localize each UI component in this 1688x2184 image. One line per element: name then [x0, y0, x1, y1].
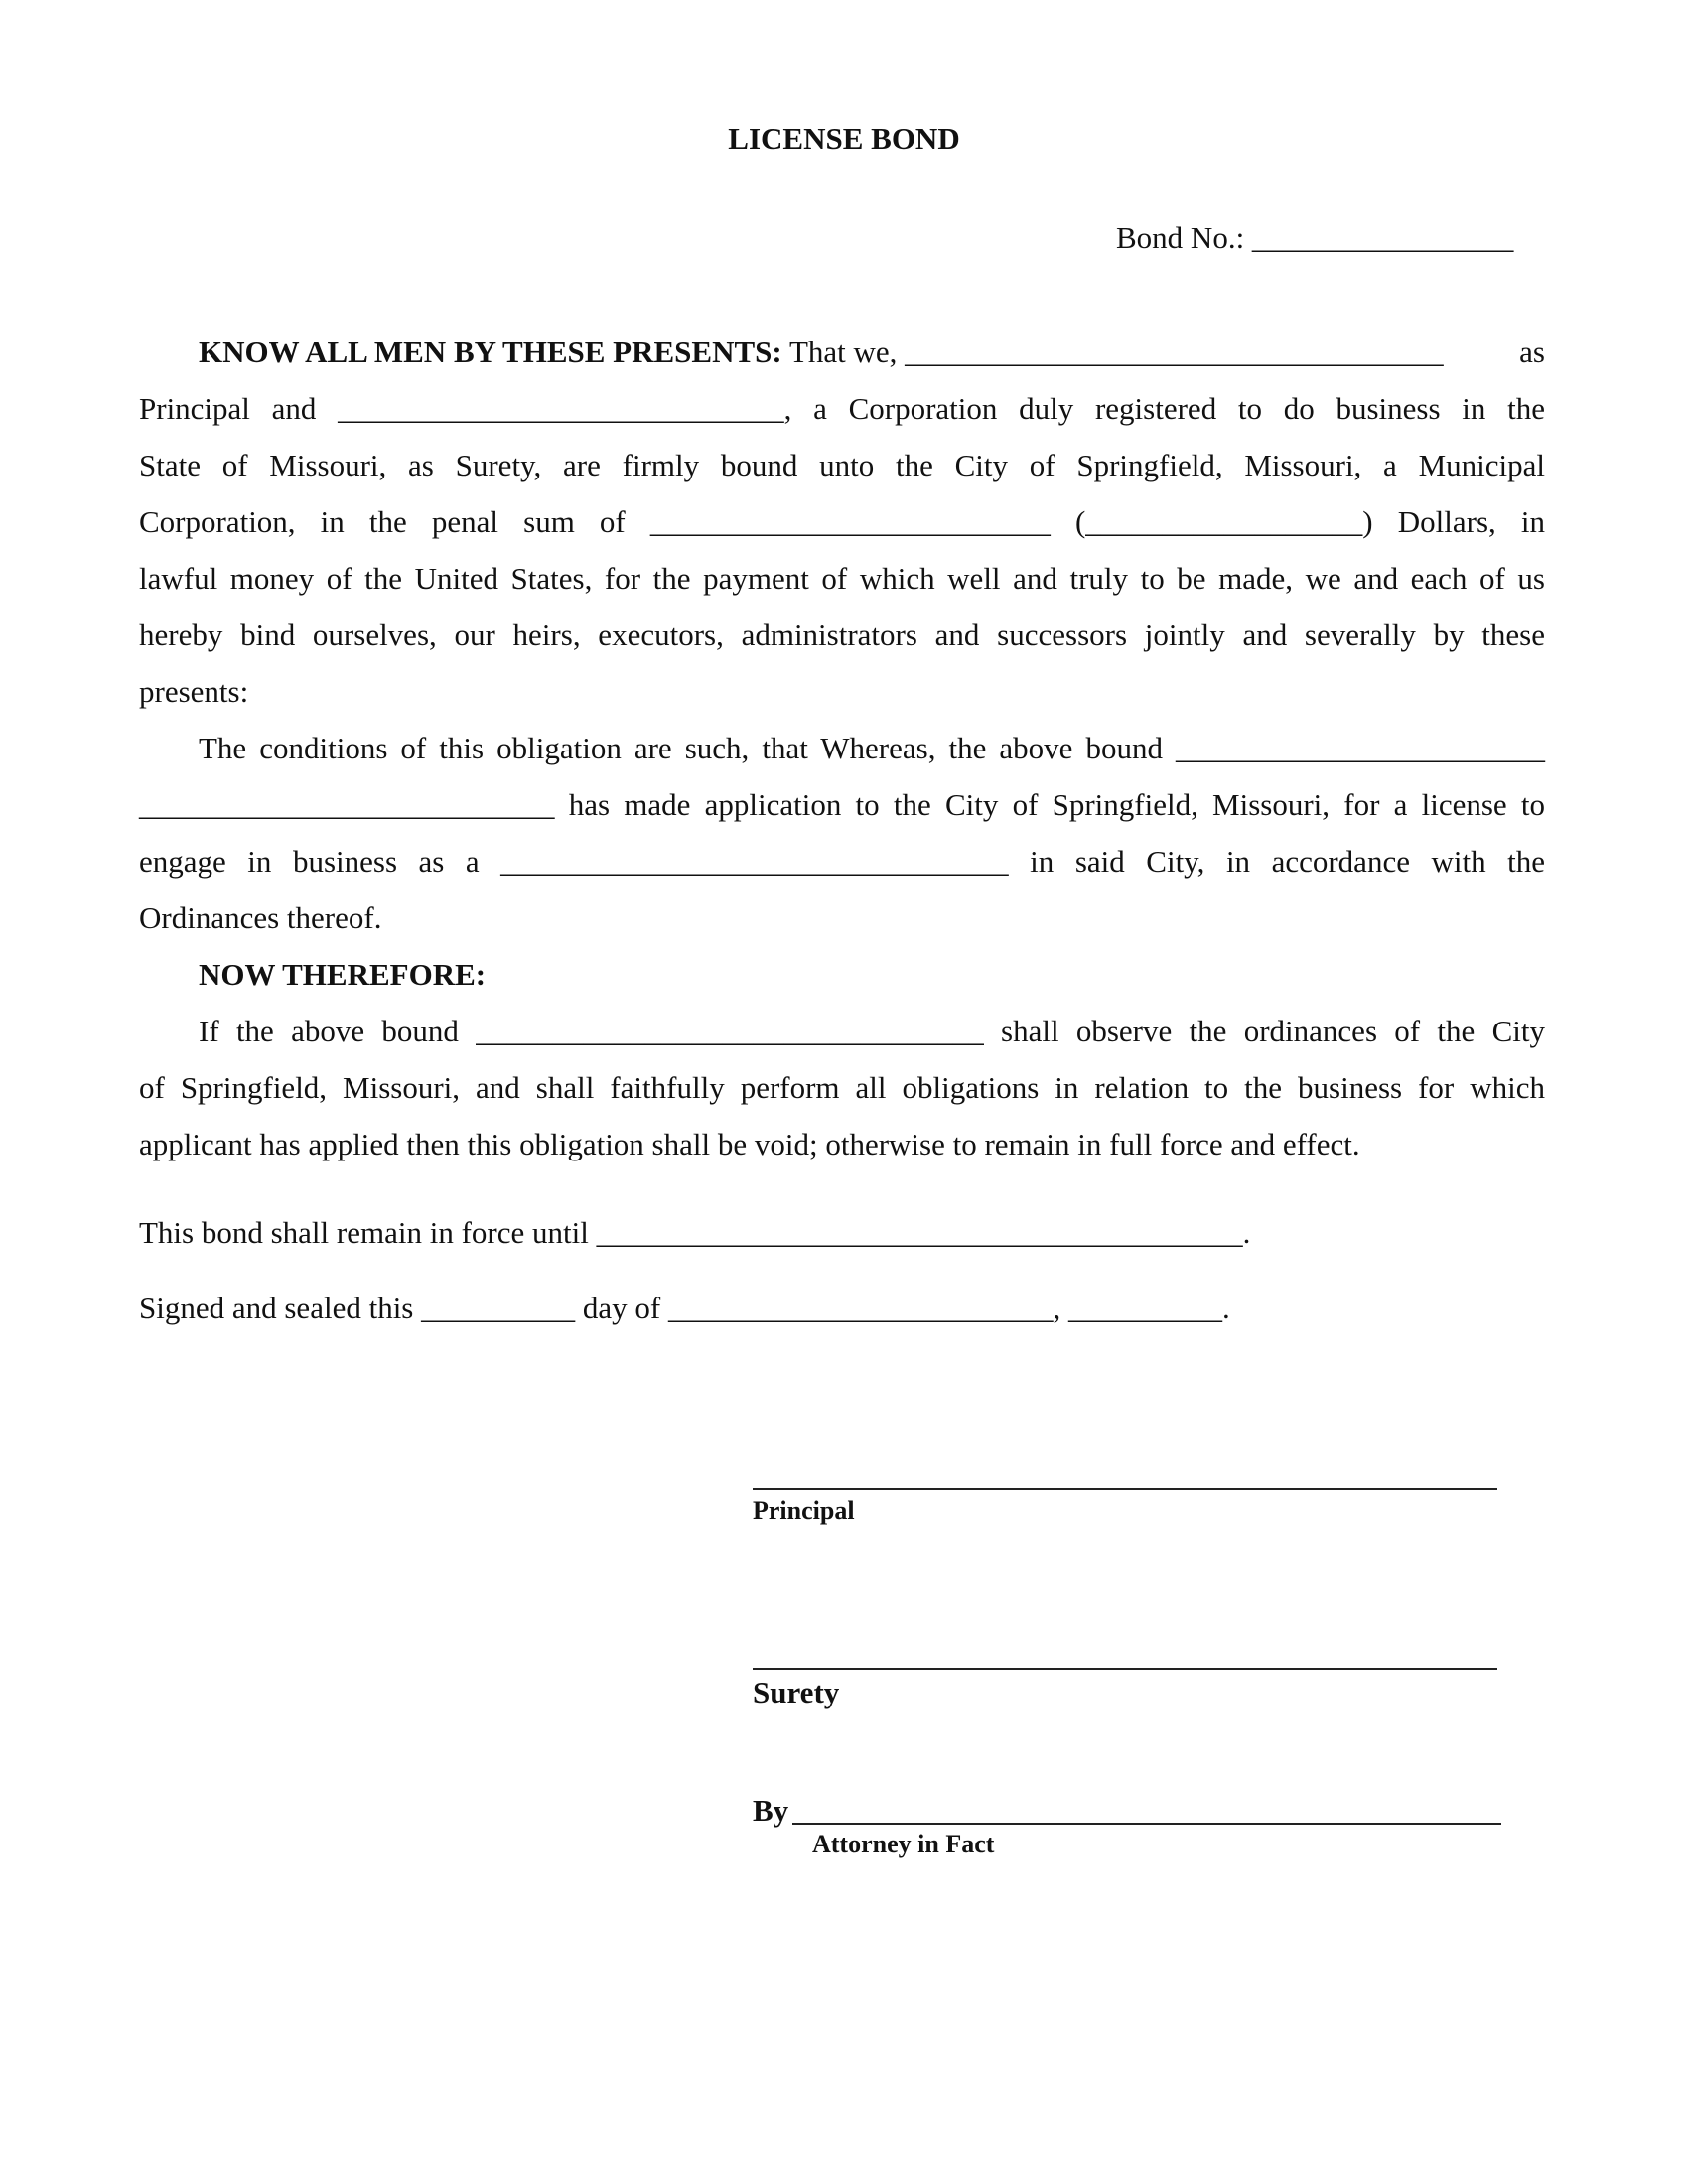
- force-until-line: This bond shall remain in force until __________________________________________.: [139, 1215, 1251, 1250]
- p3-line-3: applicant has applied then this obligation shall be void; otherwise to remain in full force and effect.: [139, 1127, 1360, 1161]
- p2-line-3: engage in business as a _________________________________ in said City, in accordance with the: [139, 844, 1545, 879]
- surety-signature-line: [753, 1668, 1497, 1670]
- document-title: LICENSE BOND: [728, 121, 960, 156]
- p1-line-3: State of Missouri, as Surety, are firmly bound unto the City of Springfield, Missouri, a Municipal: [139, 448, 1545, 482]
- p1-line-7: presents:: [139, 674, 249, 709]
- now-therefore-heading: NOW THEREFORE:: [199, 957, 487, 992]
- principal-label: Principal: [753, 1496, 855, 1525]
- p1-line-2: Principal and _____________________________, a Corporation duly registered to do business in the: [139, 391, 1545, 426]
- know-all-men-heading: KNOW ALL MEN BY THESE PRESENTS:: [199, 335, 782, 369]
- attorney-in-fact-label: Attorney in Fact: [812, 1830, 995, 1858]
- p3-line-2: of Springfield, Missouri, and shall faithfully perform all obligations in relation to the business for which: [139, 1070, 1545, 1105]
- signed-sealed-line: Signed and sealed this __________ day of _________________________, __________.: [139, 1291, 1230, 1325]
- p2-line-4: Ordinances thereof.: [139, 900, 382, 935]
- principal-signature-line: [753, 1488, 1497, 1490]
- p2-line-1: The conditions of this obligation are such, that Whereas, the above bound ________________________: [199, 731, 1545, 765]
- p1-line-1-end: as: [1519, 335, 1545, 369]
- p1-line-1: [199, 324, 1545, 380]
- bond-number-field: Bond No.: _________________: [1116, 220, 1514, 255]
- p2-line-2: ___________________________ has made application to the City of Springfield, Missouri, for a license to: [139, 787, 1545, 822]
- p3-line-1: If the above bound _________________________________ shall observe the ordinances of the City: [199, 1014, 1545, 1048]
- p1-line-6: hereby bind ourselves, our heirs, executors, administrators and successors jointly and severally by these: [139, 617, 1545, 652]
- surety-label: Surety: [753, 1675, 840, 1709]
- p1-line-5: lawful money of the United States, for the payment of which well and truly to be made, we and each of us: [139, 561, 1545, 596]
- attorney-signature-line: [792, 1823, 1501, 1825]
- p1-line-4: Corporation, in the penal sum of __________________________ (__________________) Dollars, in: [139, 504, 1545, 539]
- principal-name-blank: That we, ___________________________________: [788, 335, 1444, 369]
- by-label: By: [753, 1793, 789, 1828]
